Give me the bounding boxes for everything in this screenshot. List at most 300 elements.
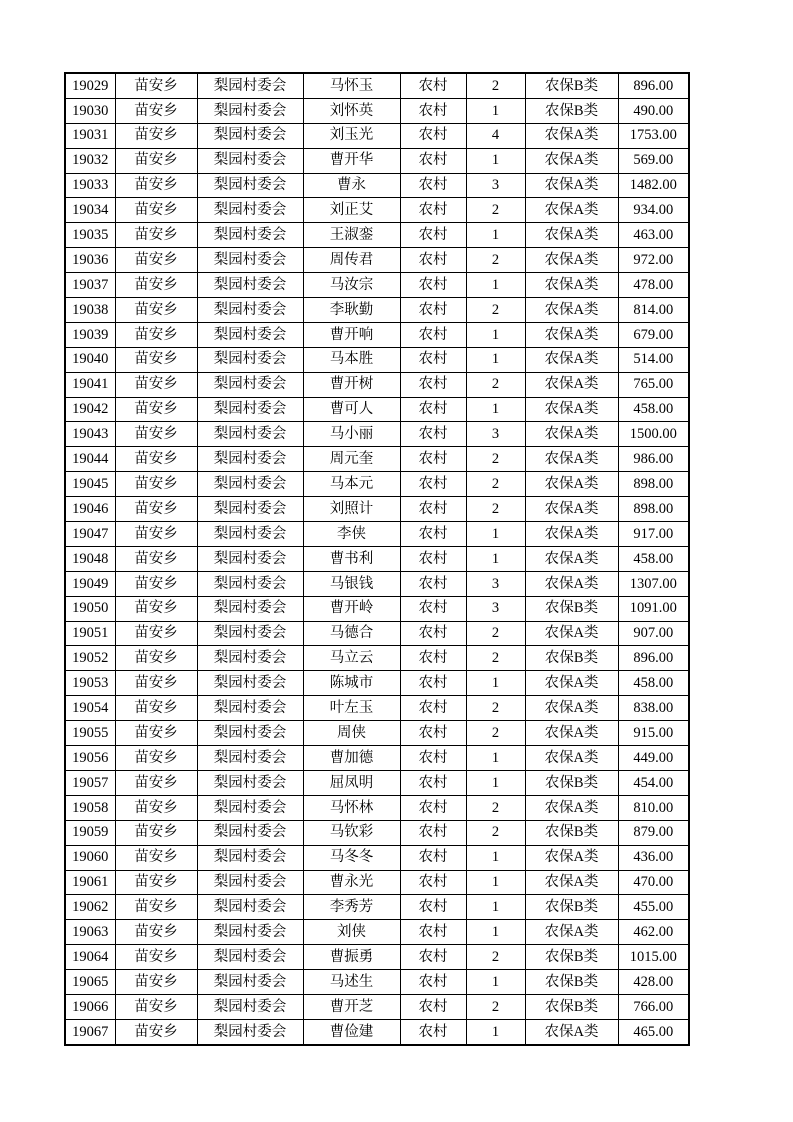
cell-count: 1 bbox=[466, 522, 525, 547]
cell-count: 1 bbox=[466, 746, 525, 771]
cell-village: 梨园村委会 bbox=[197, 248, 303, 273]
cell-id: 19057 bbox=[65, 770, 115, 795]
cell-village: 梨园村委会 bbox=[197, 795, 303, 820]
cell-count: 1 bbox=[466, 397, 525, 422]
cell-category: 农保A类 bbox=[525, 273, 618, 298]
cell-township: 苗安乡 bbox=[115, 746, 197, 771]
cell-id: 19065 bbox=[65, 970, 115, 995]
cell-name: 陈城市 bbox=[303, 671, 400, 696]
cell-category: 农保A类 bbox=[525, 447, 618, 472]
cell-count: 2 bbox=[466, 472, 525, 497]
cell-residence: 农村 bbox=[400, 223, 466, 248]
cell-amount: 436.00 bbox=[618, 845, 689, 870]
cell-id: 19040 bbox=[65, 347, 115, 372]
table-body bbox=[65, 73, 689, 1045]
cell-count: 3 bbox=[466, 596, 525, 621]
cell-village: 梨园村委会 bbox=[197, 472, 303, 497]
cell-name: 刘侠 bbox=[303, 920, 400, 945]
cell-amount: 462.00 bbox=[618, 920, 689, 945]
table-row bbox=[65, 347, 689, 372]
cell-count: 4 bbox=[466, 123, 525, 148]
cell-amount: 478.00 bbox=[618, 273, 689, 298]
cell-count: 2 bbox=[466, 820, 525, 845]
cell-amount: 449.00 bbox=[618, 746, 689, 771]
cell-id: 19029 bbox=[65, 73, 115, 98]
cell-category: 农保A类 bbox=[525, 696, 618, 721]
cell-township: 苗安乡 bbox=[115, 920, 197, 945]
table-row bbox=[65, 73, 689, 98]
cell-category: 农保B类 bbox=[525, 970, 618, 995]
cell-category: 农保A类 bbox=[525, 148, 618, 173]
cell-residence: 农村 bbox=[400, 795, 466, 820]
cell-category: 农保B类 bbox=[525, 945, 618, 970]
cell-township: 苗安乡 bbox=[115, 945, 197, 970]
cell-amount: 986.00 bbox=[618, 447, 689, 472]
cell-village: 梨园村委会 bbox=[197, 173, 303, 198]
cell-township: 苗安乡 bbox=[115, 123, 197, 148]
table-row bbox=[65, 945, 689, 970]
cell-id: 19030 bbox=[65, 98, 115, 123]
cell-id: 19047 bbox=[65, 522, 115, 547]
table-row bbox=[65, 845, 689, 870]
table-row bbox=[65, 472, 689, 497]
cell-name: 马怀玉 bbox=[303, 73, 400, 98]
cell-township: 苗安乡 bbox=[115, 522, 197, 547]
cell-amount: 458.00 bbox=[618, 671, 689, 696]
cell-township: 苗安乡 bbox=[115, 671, 197, 696]
cell-name: 马怀林 bbox=[303, 795, 400, 820]
cell-id: 19059 bbox=[65, 820, 115, 845]
cell-residence: 农村 bbox=[400, 920, 466, 945]
table-row bbox=[65, 721, 689, 746]
cell-village: 梨园村委会 bbox=[197, 422, 303, 447]
cell-village: 梨园村委会 bbox=[197, 596, 303, 621]
cell-category: 农保B类 bbox=[525, 596, 618, 621]
cell-residence: 农村 bbox=[400, 447, 466, 472]
cell-category: 农保A类 bbox=[525, 223, 618, 248]
cell-count: 1 bbox=[466, 671, 525, 696]
cell-category: 农保A类 bbox=[525, 198, 618, 223]
cell-id: 19033 bbox=[65, 173, 115, 198]
cell-category: 农保B类 bbox=[525, 820, 618, 845]
table-row bbox=[65, 671, 689, 696]
cell-name: 刘正艾 bbox=[303, 198, 400, 223]
cell-id: 19058 bbox=[65, 795, 115, 820]
cell-id: 19067 bbox=[65, 1019, 115, 1044]
table-row bbox=[65, 596, 689, 621]
cell-count: 2 bbox=[466, 248, 525, 273]
table-row bbox=[65, 546, 689, 571]
table-row bbox=[65, 148, 689, 173]
cell-count: 1 bbox=[466, 920, 525, 945]
cell-count: 2 bbox=[466, 994, 525, 1019]
cell-name: 曹加德 bbox=[303, 746, 400, 771]
cell-village: 梨园村委会 bbox=[197, 845, 303, 870]
cell-residence: 农村 bbox=[400, 148, 466, 173]
cell-residence: 农村 bbox=[400, 820, 466, 845]
cell-count: 1 bbox=[466, 845, 525, 870]
cell-village: 梨园村委会 bbox=[197, 322, 303, 347]
cell-category: 农保B类 bbox=[525, 646, 618, 671]
cell-residence: 农村 bbox=[400, 671, 466, 696]
cell-residence: 农村 bbox=[400, 994, 466, 1019]
cell-count: 1 bbox=[466, 1019, 525, 1044]
cell-township: 苗安乡 bbox=[115, 895, 197, 920]
cell-count: 1 bbox=[466, 546, 525, 571]
cell-name: 刘玉光 bbox=[303, 123, 400, 148]
cell-residence: 农村 bbox=[400, 497, 466, 522]
cell-category: 农保A类 bbox=[525, 173, 618, 198]
cell-name: 曹开芝 bbox=[303, 994, 400, 1019]
cell-village: 梨园村委会 bbox=[197, 347, 303, 372]
cell-village: 梨园村委会 bbox=[197, 148, 303, 173]
cell-name: 叶左玉 bbox=[303, 696, 400, 721]
table-row bbox=[65, 646, 689, 671]
cell-residence: 农村 bbox=[400, 522, 466, 547]
cell-village: 梨园村委会 bbox=[197, 223, 303, 248]
cell-name: 曹可人 bbox=[303, 397, 400, 422]
cell-residence: 农村 bbox=[400, 322, 466, 347]
cell-township: 苗安乡 bbox=[115, 347, 197, 372]
cell-township: 苗安乡 bbox=[115, 970, 197, 995]
cell-village: 梨园村委会 bbox=[197, 397, 303, 422]
cell-category: 农保A类 bbox=[525, 322, 618, 347]
table-row bbox=[65, 820, 689, 845]
cell-amount: 838.00 bbox=[618, 696, 689, 721]
cell-village: 梨园村委会 bbox=[197, 671, 303, 696]
cell-residence: 农村 bbox=[400, 73, 466, 98]
cell-name: 曹开岭 bbox=[303, 596, 400, 621]
cell-name: 马银钱 bbox=[303, 571, 400, 596]
cell-id: 19056 bbox=[65, 746, 115, 771]
cell-id: 19043 bbox=[65, 422, 115, 447]
cell-count: 2 bbox=[466, 721, 525, 746]
cell-id: 19032 bbox=[65, 148, 115, 173]
cell-village: 梨园村委会 bbox=[197, 447, 303, 472]
cell-count: 1 bbox=[466, 895, 525, 920]
cell-residence: 农村 bbox=[400, 397, 466, 422]
cell-village: 梨园村委会 bbox=[197, 571, 303, 596]
cell-name: 曹开响 bbox=[303, 322, 400, 347]
table-row bbox=[65, 248, 689, 273]
cell-residence: 农村 bbox=[400, 970, 466, 995]
cell-residence: 农村 bbox=[400, 273, 466, 298]
beneficiary-roster-table bbox=[64, 72, 690, 1046]
cell-residence: 农村 bbox=[400, 746, 466, 771]
cell-name: 周传君 bbox=[303, 248, 400, 273]
cell-category: 农保A类 bbox=[525, 920, 618, 945]
cell-township: 苗安乡 bbox=[115, 546, 197, 571]
cell-id: 19061 bbox=[65, 870, 115, 895]
cell-category: 农保B类 bbox=[525, 895, 618, 920]
cell-residence: 农村 bbox=[400, 422, 466, 447]
cell-township: 苗安乡 bbox=[115, 322, 197, 347]
cell-name: 曹开树 bbox=[303, 372, 400, 397]
cell-count: 2 bbox=[466, 73, 525, 98]
cell-name: 曹永 bbox=[303, 173, 400, 198]
cell-count: 1 bbox=[466, 347, 525, 372]
cell-amount: 896.00 bbox=[618, 646, 689, 671]
cell-township: 苗安乡 bbox=[115, 397, 197, 422]
cell-amount: 907.00 bbox=[618, 621, 689, 646]
cell-id: 19054 bbox=[65, 696, 115, 721]
cell-amount: 679.00 bbox=[618, 322, 689, 347]
cell-amount: 514.00 bbox=[618, 347, 689, 372]
cell-township: 苗安乡 bbox=[115, 447, 197, 472]
table-row bbox=[65, 994, 689, 1019]
cell-id: 19053 bbox=[65, 671, 115, 696]
cell-village: 梨园村委会 bbox=[197, 621, 303, 646]
cell-count: 1 bbox=[466, 770, 525, 795]
cell-amount: 428.00 bbox=[618, 970, 689, 995]
cell-village: 梨园村委会 bbox=[197, 994, 303, 1019]
cell-category: 农保B类 bbox=[525, 770, 618, 795]
cell-name: 马汝宗 bbox=[303, 273, 400, 298]
cell-amount: 765.00 bbox=[618, 372, 689, 397]
cell-id: 19036 bbox=[65, 248, 115, 273]
cell-id: 19055 bbox=[65, 721, 115, 746]
table-row bbox=[65, 970, 689, 995]
cell-category: 农保A类 bbox=[525, 472, 618, 497]
cell-count: 1 bbox=[466, 322, 525, 347]
cell-name: 周侠 bbox=[303, 721, 400, 746]
cell-name: 马钦彩 bbox=[303, 820, 400, 845]
cell-amount: 463.00 bbox=[618, 223, 689, 248]
cell-village: 梨园村委会 bbox=[197, 1019, 303, 1044]
table-row bbox=[65, 223, 689, 248]
cell-township: 苗安乡 bbox=[115, 472, 197, 497]
cell-amount: 766.00 bbox=[618, 994, 689, 1019]
cell-id: 19031 bbox=[65, 123, 115, 148]
cell-amount: 917.00 bbox=[618, 522, 689, 547]
cell-amount: 458.00 bbox=[618, 397, 689, 422]
cell-count: 2 bbox=[466, 621, 525, 646]
cell-name: 马冬冬 bbox=[303, 845, 400, 870]
table-row bbox=[65, 746, 689, 771]
cell-name: 曹俭建 bbox=[303, 1019, 400, 1044]
cell-count: 3 bbox=[466, 571, 525, 596]
table-row bbox=[65, 895, 689, 920]
cell-amount: 465.00 bbox=[618, 1019, 689, 1044]
cell-count: 1 bbox=[466, 98, 525, 123]
cell-village: 梨园村委会 bbox=[197, 920, 303, 945]
cell-id: 19052 bbox=[65, 646, 115, 671]
table-row bbox=[65, 1019, 689, 1044]
cell-category: 农保A类 bbox=[525, 721, 618, 746]
table-row bbox=[65, 422, 689, 447]
cell-village: 梨园村委会 bbox=[197, 870, 303, 895]
cell-count: 2 bbox=[466, 198, 525, 223]
table-row bbox=[65, 522, 689, 547]
cell-category: 农保B类 bbox=[525, 73, 618, 98]
cell-township: 苗安乡 bbox=[115, 596, 197, 621]
cell-residence: 农村 bbox=[400, 472, 466, 497]
cell-name: 屈凤明 bbox=[303, 770, 400, 795]
cell-category: 农保B类 bbox=[525, 994, 618, 1019]
cell-village: 梨园村委会 bbox=[197, 820, 303, 845]
table-row bbox=[65, 920, 689, 945]
cell-residence: 农村 bbox=[400, 721, 466, 746]
table-row bbox=[65, 770, 689, 795]
cell-id: 19062 bbox=[65, 895, 115, 920]
table-row bbox=[65, 447, 689, 472]
cell-residence: 农村 bbox=[400, 596, 466, 621]
cell-amount: 455.00 bbox=[618, 895, 689, 920]
cell-name: 周元奎 bbox=[303, 447, 400, 472]
cell-name: 刘怀英 bbox=[303, 98, 400, 123]
cell-count: 2 bbox=[466, 795, 525, 820]
table-row bbox=[65, 795, 689, 820]
cell-id: 19066 bbox=[65, 994, 115, 1019]
cell-id: 19042 bbox=[65, 397, 115, 422]
cell-township: 苗安乡 bbox=[115, 1019, 197, 1044]
cell-residence: 农村 bbox=[400, 571, 466, 596]
cell-residence: 农村 bbox=[400, 372, 466, 397]
cell-amount: 1091.00 bbox=[618, 596, 689, 621]
cell-name: 李秀芳 bbox=[303, 895, 400, 920]
cell-amount: 879.00 bbox=[618, 820, 689, 845]
cell-residence: 农村 bbox=[400, 98, 466, 123]
cell-township: 苗安乡 bbox=[115, 298, 197, 323]
cell-category: 农保A类 bbox=[525, 298, 618, 323]
cell-residence: 农村 bbox=[400, 298, 466, 323]
cell-residence: 农村 bbox=[400, 870, 466, 895]
cell-id: 19051 bbox=[65, 621, 115, 646]
cell-name: 曹开华 bbox=[303, 148, 400, 173]
cell-name: 马立云 bbox=[303, 646, 400, 671]
cell-count: 2 bbox=[466, 497, 525, 522]
cell-category: 农保A类 bbox=[525, 372, 618, 397]
cell-village: 梨园村委会 bbox=[197, 73, 303, 98]
cell-id: 19050 bbox=[65, 596, 115, 621]
cell-township: 苗安乡 bbox=[115, 820, 197, 845]
cell-residence: 农村 bbox=[400, 945, 466, 970]
cell-category: 农保A类 bbox=[525, 522, 618, 547]
cell-count: 3 bbox=[466, 422, 525, 447]
table-row bbox=[65, 98, 689, 123]
cell-village: 梨园村委会 bbox=[197, 522, 303, 547]
table-row bbox=[65, 322, 689, 347]
cell-township: 苗安乡 bbox=[115, 621, 197, 646]
cell-township: 苗安乡 bbox=[115, 98, 197, 123]
cell-village: 梨园村委会 bbox=[197, 372, 303, 397]
cell-amount: 569.00 bbox=[618, 148, 689, 173]
cell-village: 梨园村委会 bbox=[197, 98, 303, 123]
cell-residence: 农村 bbox=[400, 621, 466, 646]
cell-category: 农保A类 bbox=[525, 571, 618, 596]
cell-name: 马本胜 bbox=[303, 347, 400, 372]
cell-amount: 898.00 bbox=[618, 472, 689, 497]
cell-amount: 1482.00 bbox=[618, 173, 689, 198]
cell-count: 2 bbox=[466, 372, 525, 397]
cell-id: 19034 bbox=[65, 198, 115, 223]
table-row bbox=[65, 273, 689, 298]
cell-name: 曹永光 bbox=[303, 870, 400, 895]
cell-id: 19048 bbox=[65, 546, 115, 571]
cell-category: 农保A类 bbox=[525, 422, 618, 447]
cell-count: 2 bbox=[466, 447, 525, 472]
cell-category: 农保A类 bbox=[525, 123, 618, 148]
cell-village: 梨园村委会 bbox=[197, 945, 303, 970]
cell-id: 19060 bbox=[65, 845, 115, 870]
cell-amount: 1015.00 bbox=[618, 945, 689, 970]
cell-category: 农保A类 bbox=[525, 1019, 618, 1044]
cell-id: 19045 bbox=[65, 472, 115, 497]
cell-count: 1 bbox=[466, 970, 525, 995]
table-row bbox=[65, 870, 689, 895]
cell-residence: 农村 bbox=[400, 198, 466, 223]
cell-township: 苗安乡 bbox=[115, 845, 197, 870]
cell-township: 苗安乡 bbox=[115, 148, 197, 173]
cell-residence: 农村 bbox=[400, 173, 466, 198]
cell-category: 农保A类 bbox=[525, 248, 618, 273]
cell-id: 19038 bbox=[65, 298, 115, 323]
cell-residence: 农村 bbox=[400, 248, 466, 273]
cell-category: 农保A类 bbox=[525, 497, 618, 522]
cell-count: 1 bbox=[466, 870, 525, 895]
cell-count: 2 bbox=[466, 696, 525, 721]
cell-id: 19063 bbox=[65, 920, 115, 945]
cell-amount: 972.00 bbox=[618, 248, 689, 273]
cell-amount: 1500.00 bbox=[618, 422, 689, 447]
cell-name: 王淑銮 bbox=[303, 223, 400, 248]
table-row bbox=[65, 173, 689, 198]
cell-township: 苗安乡 bbox=[115, 248, 197, 273]
cell-count: 2 bbox=[466, 945, 525, 970]
cell-category: 农保A类 bbox=[525, 621, 618, 646]
cell-id: 19044 bbox=[65, 447, 115, 472]
cell-amount: 810.00 bbox=[618, 795, 689, 820]
cell-village: 梨园村委会 bbox=[197, 546, 303, 571]
cell-id: 19046 bbox=[65, 497, 115, 522]
cell-township: 苗安乡 bbox=[115, 795, 197, 820]
cell-village: 梨园村委会 bbox=[197, 198, 303, 223]
table-row bbox=[65, 397, 689, 422]
cell-id: 19064 bbox=[65, 945, 115, 970]
table-row bbox=[65, 123, 689, 148]
cell-residence: 农村 bbox=[400, 347, 466, 372]
cell-township: 苗安乡 bbox=[115, 994, 197, 1019]
cell-count: 2 bbox=[466, 646, 525, 671]
cell-amount: 898.00 bbox=[618, 497, 689, 522]
cell-township: 苗安乡 bbox=[115, 73, 197, 98]
cell-township: 苗安乡 bbox=[115, 422, 197, 447]
cell-village: 梨园村委会 bbox=[197, 497, 303, 522]
cell-village: 梨园村委会 bbox=[197, 123, 303, 148]
cell-name: 马德合 bbox=[303, 621, 400, 646]
cell-residence: 农村 bbox=[400, 696, 466, 721]
cell-amount: 915.00 bbox=[618, 721, 689, 746]
cell-township: 苗安乡 bbox=[115, 273, 197, 298]
cell-name: 刘照计 bbox=[303, 497, 400, 522]
table-row bbox=[65, 497, 689, 522]
cell-residence: 农村 bbox=[400, 123, 466, 148]
cell-village: 梨园村委会 bbox=[197, 895, 303, 920]
cell-township: 苗安乡 bbox=[115, 721, 197, 746]
cell-category: 农保A类 bbox=[525, 795, 618, 820]
cell-category: 农保A类 bbox=[525, 546, 618, 571]
table-row bbox=[65, 298, 689, 323]
cell-amount: 934.00 bbox=[618, 198, 689, 223]
cell-category: 农保A类 bbox=[525, 347, 618, 372]
cell-residence: 农村 bbox=[400, 1019, 466, 1044]
cell-count: 1 bbox=[466, 223, 525, 248]
cell-village: 梨园村委会 bbox=[197, 273, 303, 298]
cell-count: 1 bbox=[466, 148, 525, 173]
cell-village: 梨园村委会 bbox=[197, 696, 303, 721]
table-row bbox=[65, 198, 689, 223]
cell-name: 马小丽 bbox=[303, 422, 400, 447]
